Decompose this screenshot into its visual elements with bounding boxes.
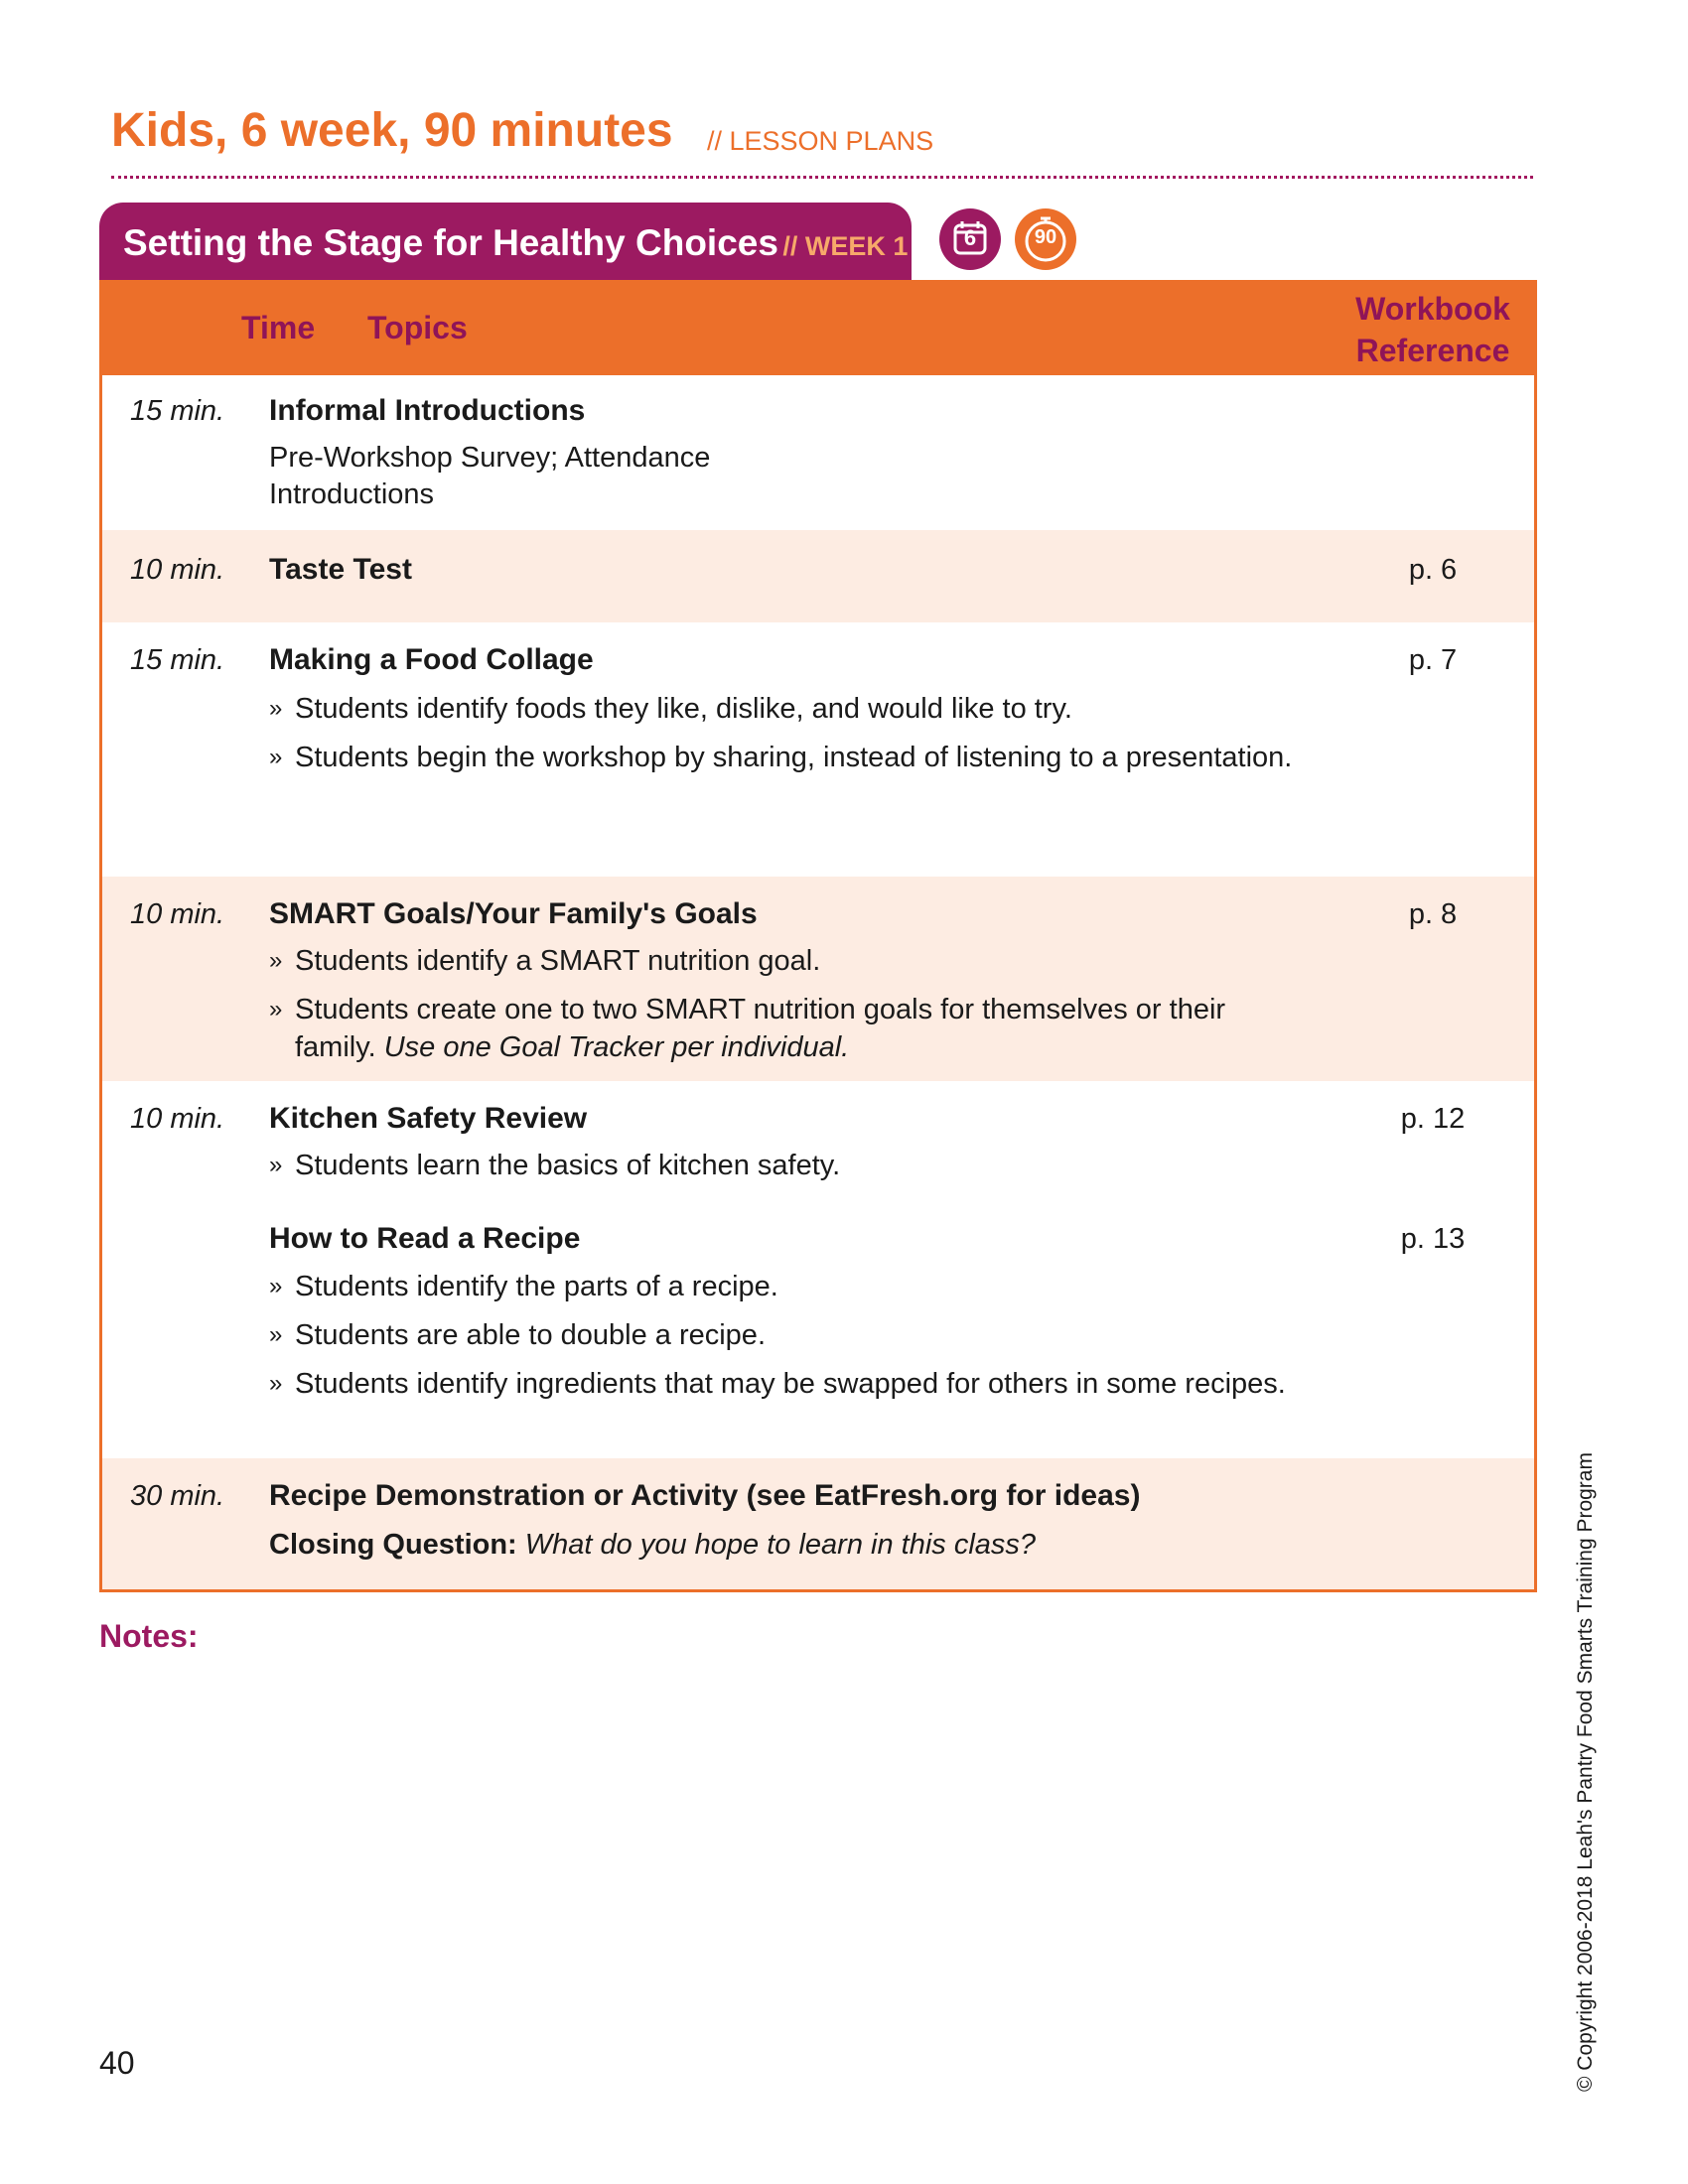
bullet-marker-icon: » [269, 1321, 283, 1348]
row-reference: p. 8 [1408, 898, 1458, 930]
lesson-table [99, 280, 1537, 1592]
bullet-text: Students identify foods they like, dislike, and would like to try. [295, 693, 1072, 725]
closing-question-label: Closing Question: [269, 1529, 517, 1561]
row-time: 10 min. [130, 1103, 225, 1135]
row-line: Introductions [269, 478, 435, 510]
row-time: 10 min. [130, 898, 225, 930]
table-row [102, 877, 1534, 1081]
bullet-item [269, 690, 1312, 728]
table-row [102, 530, 1534, 622]
section-tab [99, 203, 912, 280]
row-time: 15 min. [130, 644, 225, 676]
bullet-item [269, 739, 1312, 776]
bullet-text: Students learn the basics of kitchen safety. [295, 1150, 841, 1181]
minutes-timer-icon [1015, 208, 1076, 270]
bullet-marker-icon: » [269, 695, 283, 722]
section-week: // WEEK 1 [782, 231, 909, 261]
bullet-marker-icon: » [269, 947, 283, 974]
bullet-text: Students identify the parts of a recipe. [295, 1271, 778, 1302]
bullet-marker-icon: » [269, 996, 283, 1023]
closing-question [269, 1529, 1036, 1562]
topics-column-header: Topics [367, 310, 468, 345]
row-reference: p. 12 [1400, 1103, 1466, 1135]
row-topic: Recipe Demonstration or Activity (see EatFresh.org for ideas) [269, 1479, 1141, 1512]
row-time: 30 min. [130, 1480, 225, 1512]
bullet-marker-icon: » [269, 1152, 283, 1178]
weeks-badge-number: 6 [963, 225, 977, 250]
weeks-calendar-icon [939, 208, 1001, 270]
time-column-header: Time [241, 310, 316, 345]
bullet-item [269, 1268, 1312, 1305]
reference-header-line1: Workbook [1355, 291, 1510, 327]
bullet-text [269, 991, 1312, 1066]
row-topic: SMART Goals/Your Family's Goals [269, 897, 758, 930]
row-line: Pre-Workshop Survey; Attendance [269, 442, 711, 474]
bullet-marker-icon: » [269, 744, 283, 770]
closing-question-text: What do you hope to learn in this class? [524, 1529, 1037, 1561]
reference-header-line2: Reference [1355, 333, 1510, 368]
row-topic: Taste Test [269, 553, 412, 586]
goal-tracker-note: Use one Goal Tracker per individual. [383, 1031, 850, 1063]
bullet-main-text: Students create one to two SMART nutrition goals for themselves or their family. [295, 994, 1226, 1063]
reference-column-header [1329, 288, 1537, 371]
page-subtitle: // LESSON PLANS [707, 126, 934, 156]
page-title: Kids, 6 week, 90 minutes [111, 104, 673, 157]
table-row [102, 1081, 1534, 1458]
bullet-text: Students are able to double a recipe. [295, 1319, 766, 1351]
row-reference: p. 7 [1408, 644, 1458, 676]
row-time: 15 min. [130, 395, 225, 427]
row-topic: Kitchen Safety Review [269, 1102, 588, 1135]
title-divider [111, 176, 1533, 179]
row-reference-secondary: p. 13 [1400, 1223, 1466, 1255]
table-header [99, 280, 1537, 375]
bullet-item [269, 1365, 1312, 1403]
page-number: 40 [99, 2045, 135, 2081]
bullet-text: Students begin the workshop by sharing, instead of listening to a presentation. [295, 742, 1293, 773]
row-topic: Making a Food Collage [269, 643, 594, 676]
bullet-item [269, 991, 1312, 1066]
row-time: 10 min. [130, 554, 225, 586]
minutes-badge-number: 90 [1034, 226, 1057, 248]
table-row [102, 622, 1534, 877]
bullet-marker-icon: » [269, 1370, 283, 1397]
copyright-notice: © Copyright 2006-2018 Leah's Pantry Food Smarts Training Program [1574, 1452, 1597, 2092]
bullet-text: Students identify a SMART nutrition goal. [295, 945, 821, 977]
table-row [102, 1458, 1534, 1589]
section-title: Setting the Stage for Healthy Choices [123, 222, 778, 263]
bullet-item [269, 1147, 1312, 1184]
bullet-text: Students identify ingredients that may be swapped for others in some recipes. [295, 1368, 1286, 1400]
bullet-marker-icon: » [269, 1273, 283, 1299]
bullet-item [269, 942, 1312, 980]
row-topic: Informal Introductions [269, 394, 586, 427]
table-row [102, 375, 1534, 530]
row-reference: p. 6 [1408, 554, 1458, 586]
row-topic-secondary: How to Read a Recipe [269, 1222, 581, 1255]
bullet-item [269, 1316, 1312, 1354]
notes-label: Notes: [99, 1618, 199, 1654]
